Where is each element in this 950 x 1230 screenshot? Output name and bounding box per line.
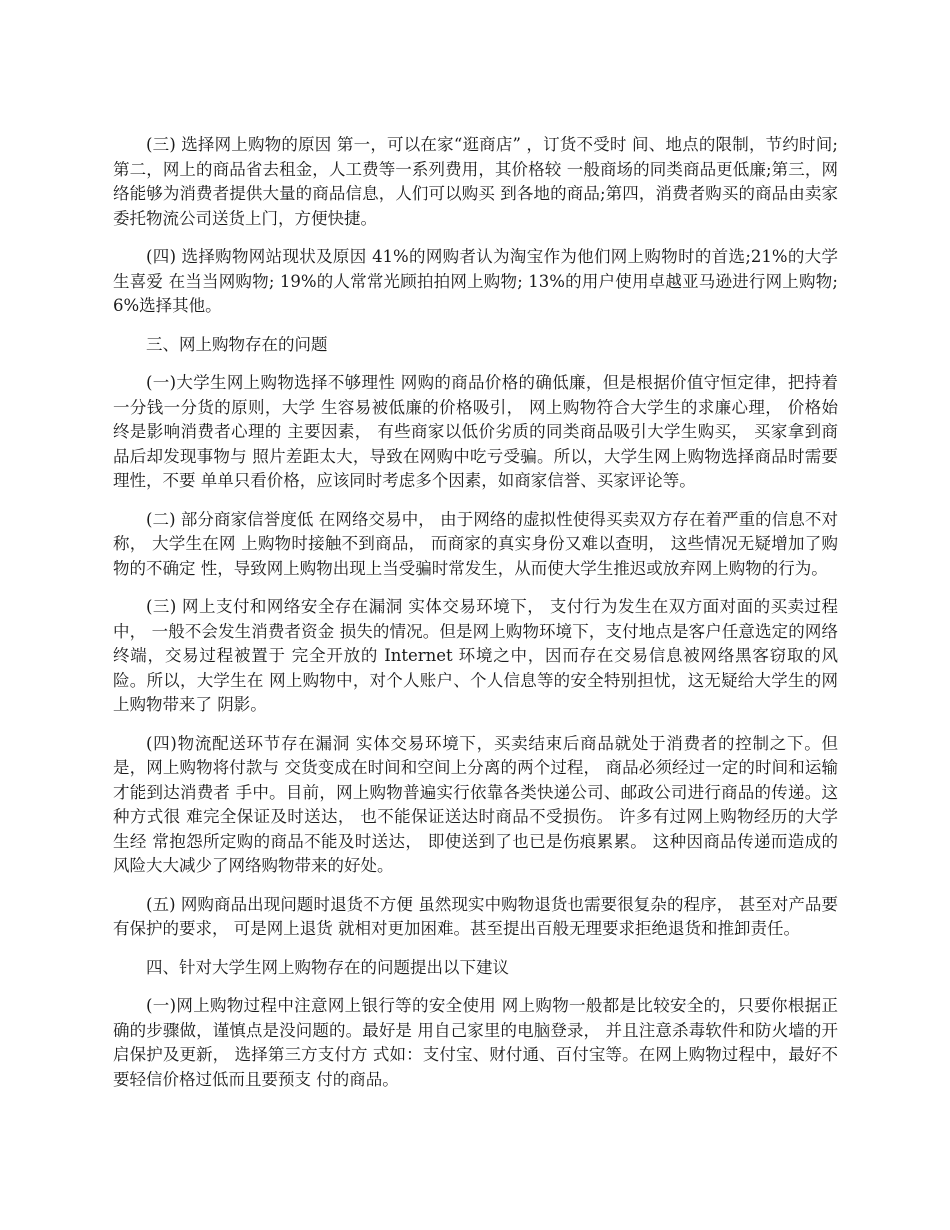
section-heading-problems: 三、网上购物存在的问题: [146, 334, 328, 354]
paragraph-shopping-reasons: (三) 选择网上购物的原因 第一，可以在家“逛商店” ，订货不受时 间、地点的限制，节约时间;第二，网上的商品省去租金，人工费等一系列费用，其价格较 一般商场的同类商品更低廉;第三，网络能够为消费者提供大量的商品信息，人们可以购买 到各地的商品;第四，消费者购买的商品由卖家委托物流公司送货上门，方便快捷。: [113, 135, 838, 228]
paragraph-payment-security: (三) 网上支付和网络安全存在漏洞 实体交易环境下， 支付行为发生在双方面对面的买卖过程中， 一般不会发生消费者资金 损失的情况。但是网上购物环境下，支付地点是客户任意选定的网络终端，交易过程被置于 完全开放的 Internet 环境之中，因而存在交易信息被网络黑客窃取的风险。所以，大学生在 网上购物中，对个人账户、个人信息等的安全特别担忧，这无疑给大学生的网上购物带来了 阴影。: [113, 597, 838, 714]
paragraph-banking-safety: (一)网上购物过程中注意网上银行等的安全使用 网上购物一般都是比较安全的，只要你根据正确的步骤做，谨慎点是没问题的。最好是 用自己家里的电脑登录， 并且注意杀毒软件和防火墙的开启保护及更新， 选择第三方支付方 式如：支付宝、财付通、百付宝等。在网上购物过程中，最好不要轻信价格过低而且要预支 付的商品。: [113, 996, 838, 1089]
paragraph-website-choice: (四) 选择购物网站现状及原因 41%的网购者认为淘宝作为他们网上购物时的首选;21%的大学生喜爱 在当当网购物; 19%的人常常光顾拍拍网上购物; 13%的用户使用卓越亚马逊进行网上购物; 6%选择其他。: [113, 247, 838, 315]
section-heading-suggestions: 四、针对大学生网上购物存在的问题提出以下建议: [146, 957, 509, 977]
paragraph-irrational-choice: (一)大学生网上购物选择不够理性 网购的商品价格的确低廉，但是根据价值守恒定律，把持着一分钱一分货的原则，大学 生容易被低廉的价格吸引， 网上购物符合大学生的求廉心理， 价格始终是影响消费者心理的 主要因素， 有些商家以低价劣质的同类商品吸引大学生购买， 买家拿到商品后却发现事物与 照片差距太大，导致在网购中吃亏受骗。所以，大学生网上购物选择商品时需要理性，不要 单单只看价格，应该同时考虑多个因素，如商家信誉、买家评论等。: [113, 373, 838, 490]
document-page: [113, 133, 838, 1106]
paragraph-low-credibility: (二) 部分商家信誉度低 在网络交易中， 由于网络的虚拟性使得买卖双方存在着严重的信息不对称， 大学生在网 上购物时接触不到商品， 而商家的真实身份又难以查明， 这些情况无疑增加了购物的不确定 性，导致网上购物出现上当受骗时常发生，从而使大学生推迟或放弃网上购物的行为。: [113, 509, 838, 578]
paragraph-returns: (五) 网购商品出现问题时退货不方便 虽然现实中购物退货也需要很复杂的程序， 甚至对产品要有保护的要求， 可是网上退货 就相对更加困难。甚至提出百般无理要求拒绝退货和推卸责任。: [113, 894, 838, 938]
paragraph-logistics: (四)物流配送环节存在漏洞 实体交易环境下，买卖结束后商品就处于消费者的控制之下。但是，网上购物将付款与 交货变成在时间和空间上分离的两个过程， 商品必须经过一定的时间和运输才能到达消费者 手中。目前，网上购物普遍实行依靠各类快递公司、邮政公司进行商品的传递。这种方式很 难完全保证及时送达， 也不能保证送达时商品不受损伤。 许多有过网上购物经历的大学生经 常抱怨所定购的商品不能及时送达， 即使送到了也已是伤痕累累。 这种因商品传递而造成的 风险大大减少了网络购物带来的好处。: [113, 733, 838, 875]
